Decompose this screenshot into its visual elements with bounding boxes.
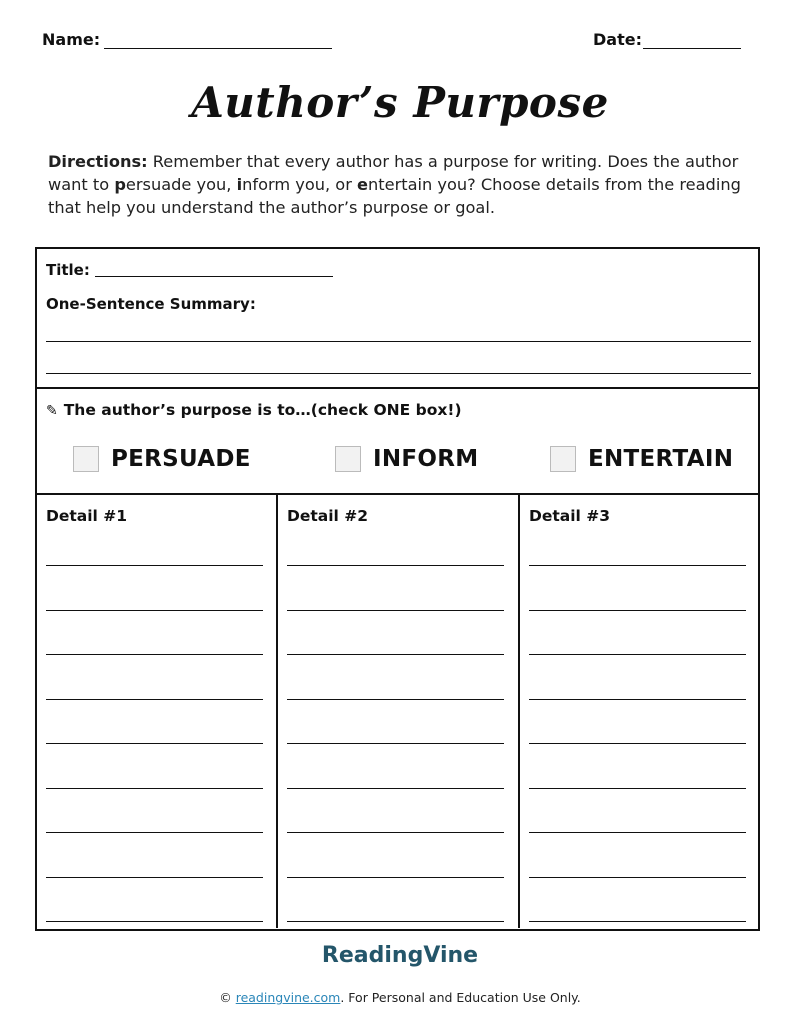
- copyright-symbol: ©: [219, 990, 232, 1005]
- summary-line[interactable]: [46, 373, 751, 374]
- footer: [0, 990, 800, 1005]
- detail-line[interactable]: [46, 832, 263, 833]
- detail-line[interactable]: [287, 699, 504, 700]
- directions-paragraph: [48, 150, 748, 219]
- detail-line[interactable]: [529, 699, 746, 700]
- detail-line[interactable]: [287, 877, 504, 878]
- detail-line[interactable]: [529, 565, 746, 566]
- purpose-section: [37, 389, 758, 495]
- detail-line[interactable]: [529, 743, 746, 744]
- detail-line[interactable]: [287, 921, 504, 922]
- persuade-checkbox[interactable]: [73, 446, 99, 472]
- readingvine-logo: ReadingVine: [321, 943, 479, 968]
- name-field-line[interactable]: [104, 30, 332, 49]
- page-title: Author’s Purpose: [191, 78, 609, 127]
- detail-line[interactable]: [46, 743, 263, 744]
- detail-line[interactable]: [529, 877, 746, 878]
- footer-text: . For Personal and Education Use Only.: [340, 990, 581, 1005]
- title-summary-section: [37, 249, 758, 389]
- detail-line[interactable]: [529, 921, 746, 922]
- detail-2-label: Detail #2: [287, 507, 369, 525]
- detail-line[interactable]: [46, 699, 263, 700]
- option-inform[interactable]: [335, 443, 478, 475]
- summary-line[interactable]: [46, 341, 751, 342]
- detail-line[interactable]: [287, 788, 504, 789]
- detail-line[interactable]: [287, 654, 504, 655]
- inform-checkbox[interactable]: [335, 446, 361, 472]
- detail-column-3: [520, 495, 757, 928]
- option-entertain[interactable]: [550, 443, 733, 475]
- name-label: Name:: [42, 30, 101, 49]
- title-label: Title:: [46, 261, 90, 279]
- detail-line[interactable]: [46, 921, 263, 922]
- details-section: [37, 495, 758, 928]
- directions-text-1: Remember that every author has a purpose for writing. Does the author want to: [48, 152, 739, 194]
- directions-letter-p: p: [114, 175, 126, 194]
- detail-line[interactable]: [46, 565, 263, 566]
- detail-line[interactable]: [287, 565, 504, 566]
- worksheet-box: [35, 247, 760, 931]
- option-persuade[interactable]: [73, 443, 251, 475]
- detail-line[interactable]: [46, 610, 263, 611]
- date-field-line[interactable]: [643, 30, 741, 49]
- entertain-label: ENTERTAIN: [588, 446, 734, 472]
- date-label: Date:: [593, 30, 642, 49]
- detail-line[interactable]: [529, 610, 746, 611]
- detail-column-2: [278, 495, 520, 928]
- directions-letter-i: i: [236, 175, 243, 194]
- detail-3-label: Detail #3: [529, 507, 611, 525]
- detail-line[interactable]: [529, 788, 746, 789]
- detail-line[interactable]: [46, 877, 263, 878]
- directions-letter-e: e: [357, 175, 368, 194]
- inform-label: INFORM: [373, 446, 479, 472]
- directions-text-3: nform you, or: [242, 175, 358, 194]
- title-field-line[interactable]: [95, 261, 333, 277]
- summary-label: One-Sentence Summary:: [46, 295, 256, 313]
- pencil-icon: ✎: [46, 403, 58, 419]
- detail-line[interactable]: [287, 610, 504, 611]
- directions-text-2: ersuade you,: [125, 175, 237, 194]
- footer-link[interactable]: readingvine.com: [235, 990, 341, 1005]
- entertain-checkbox[interactable]: [550, 446, 576, 472]
- purpose-prompt: [46, 401, 462, 419]
- detail-line[interactable]: [529, 654, 746, 655]
- header-row: [42, 30, 742, 56]
- persuade-label: PERSUADE: [111, 446, 251, 472]
- directions-label: Directions:: [48, 152, 148, 171]
- purpose-prompt-text: The author’s purpose is to…(check ONE box!): [63, 401, 462, 419]
- detail-line[interactable]: [287, 743, 504, 744]
- detail-1-label: Detail #1: [46, 507, 128, 525]
- detail-line[interactable]: [46, 654, 263, 655]
- detail-column-1: [37, 495, 278, 928]
- detail-line[interactable]: [287, 832, 504, 833]
- directions-text-4: ntertain you? Choose details from the reading that help you understand the author’s purpose or goal.: [48, 175, 741, 217]
- detail-line[interactable]: [46, 788, 263, 789]
- detail-line[interactable]: [529, 832, 746, 833]
